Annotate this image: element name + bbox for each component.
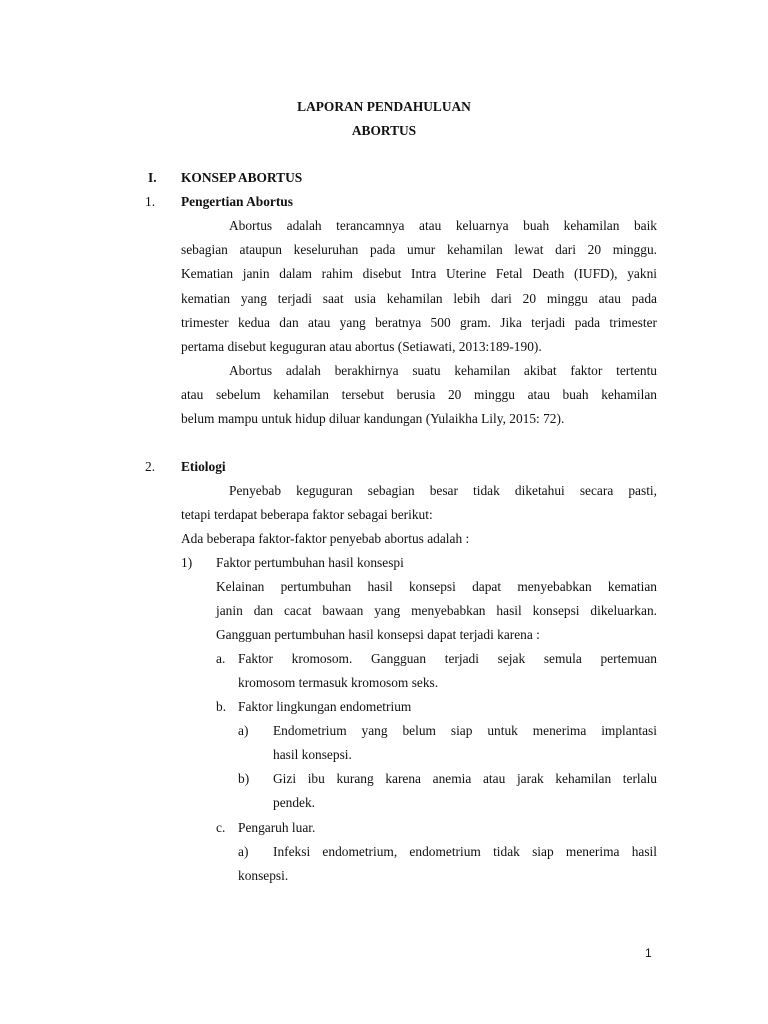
paragraph-line: Abortus adalah berakhirnya suatu kehamilan akibat faktor tertentu xyxy=(229,363,657,378)
sublist-letter: b. xyxy=(216,699,227,714)
paragraph-line: Gangguan pertumbuhan hasil konsepsi dapat terjadi karena : xyxy=(216,627,540,642)
paragraph-line: sebagian ataupun keseluruhan pada umur kehamilan lewat dari 20 minggu. xyxy=(181,242,657,257)
subsection-2-number: 2. xyxy=(145,459,156,474)
paragraph-line: Kelainan pertumbuhan hasil konsepsi dapat menyebabkan kematian xyxy=(216,579,657,594)
paragraph-line: Penyebab keguguran sebagian besar tidak diketahui secara pasti, xyxy=(229,483,657,498)
sublist-label: Pengaruh luar. xyxy=(238,820,316,835)
nested-marker: b) xyxy=(238,771,250,786)
paragraph-line: Ada beberapa faktor-faktor penyebab abortus adalah : xyxy=(181,531,470,546)
section-heading: KONSEP ABORTUS xyxy=(181,170,303,185)
paragraph-line: atau sebelum kehamilan tersebut berusia 20 minggu atau buah kehamilan xyxy=(181,387,657,402)
sublist-label: Faktor lingkungan endometrium xyxy=(238,699,412,714)
paragraph-line: pertama disebut keguguran atau abortus (Setiawati, 2013:189-190). xyxy=(181,339,542,354)
section-number: I. xyxy=(148,170,157,185)
paragraph-line: Gizi ibu kurang karena anemia atau jarak kehamilan terlalu xyxy=(273,771,657,786)
paragraph-line: Kematian janin dalam rahim disebut Intra Uterine Fetal Death (IUFD), yakni xyxy=(181,266,657,281)
paragraph-line: trimester kedua dan atau yang beratnya 500 gram. Jika terjadi pada trimester xyxy=(181,315,657,330)
title-line-2: ABORTUS xyxy=(351,123,417,138)
paragraph-line: Infeksi endometrium, endometrium tidak siap menerima hasil xyxy=(273,844,657,859)
sublist-letter: c. xyxy=(216,820,226,835)
nested-marker: a) xyxy=(238,723,249,738)
subsection-1-heading: Pengertian Abortus xyxy=(181,194,293,209)
sublist-letter: a. xyxy=(216,651,226,666)
paragraph-line: belum mampu untuk hidup diluar kandungan (Yulaikha Lily, 2015: 72). xyxy=(181,411,565,426)
paragraph-line: Abortus adalah terancamnya atau keluarnya buah kehamilan baik xyxy=(229,218,657,233)
title-line-1: LAPORAN PENDAHULUAN xyxy=(297,99,471,114)
paragraph-line: tetapi terdapat beberapa faktor sebagai berikut: xyxy=(181,507,433,522)
paragraph-line: kromosom termasuk kromosom seks. xyxy=(238,675,439,690)
list-item-label: Faktor pertumbuhan hasil konsespi xyxy=(216,555,404,570)
list-item-number: 1) xyxy=(181,555,193,570)
paragraph-line: Faktor kromosom. Gangguan terjadi sejak semula pertemuan xyxy=(238,651,657,666)
paragraph-line: Endometrium yang belum siap untuk menerima implantasi xyxy=(273,723,657,738)
paragraph-line: janin dan cacat bawaan yang menyebabkan hasil konsepsi dikeluarkan. xyxy=(216,603,657,618)
nested-marker: a) xyxy=(238,844,249,859)
page-number: 1 xyxy=(645,946,652,960)
subsection-1-number: 1. xyxy=(145,194,156,209)
paragraph-line: hasil konsepsi. xyxy=(273,747,352,762)
paragraph-line: kematian yang terjadi saat usia kehamilan lebih dari 20 minggu atau pada xyxy=(181,291,657,306)
paragraph-line: konsepsi. xyxy=(238,868,289,883)
subsection-2-heading: Etiologi xyxy=(181,459,226,474)
paragraph-line: pendek. xyxy=(273,795,316,810)
